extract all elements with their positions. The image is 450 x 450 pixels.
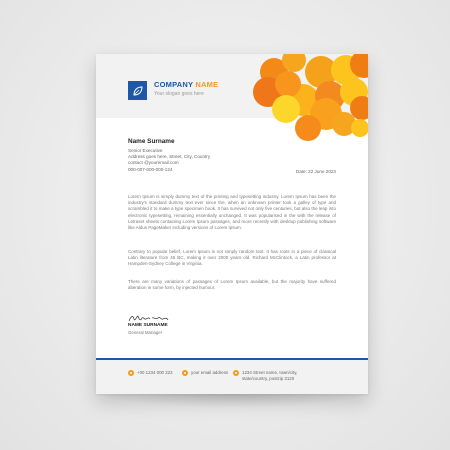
recipient-block	[128, 138, 210, 173]
recipient-phone: 000-007-000-000-124	[128, 166, 173, 172]
recipient-email: contact @youremail.com	[128, 160, 179, 166]
company-name-part1: COMPANY	[154, 80, 194, 89]
company-name-part2: NAME	[195, 80, 219, 89]
recipient-name: Name Surname	[128, 138, 175, 145]
footer-phone-text: +00 1234 000 222	[137, 370, 173, 375]
recipient-address: Address goes here, Street, City, Country	[128, 154, 211, 160]
signatory-title: General Manager	[128, 330, 163, 335]
letter-date: Date: 22 June 2023	[295, 169, 336, 174]
letterhead-page	[96, 54, 368, 394]
footer	[96, 360, 368, 394]
footer-email	[182, 370, 228, 376]
leaf-icon	[132, 85, 144, 97]
body-paragraph-1: Lorem Ipsum is simply dummy text of the printing and typesetting industry. Lorem Ipsum has been the industry's standard dummy text ever since the, when an unknown printer took a galley of type and scrambled it to make a type specimen book. It has survived not only five centuries, but also the leap into electronic typesetting, remaining essentially unchanged. It was popularised in the with the release of Letraset sheets containing Lorem Ipsum passages, and more recently with desktop publishing software like Aldus PageMaker including versions of Lorem Ipsum.	[128, 194, 336, 231]
location-icon	[233, 370, 239, 376]
signatory-name: NAME SURNAME	[128, 323, 168, 328]
page-shadow	[100, 394, 364, 408]
body-paragraph-2: Contrary to popular belief, Lorem Ipsum is not simply random text. It has roots in a piece of classical Latin literature from 45 BC, making it over 2000 years old. Richard McClintock, a Latin professor at Hampden-Sydney College in Virginia.	[128, 249, 336, 267]
body-paragraph-3: There are many variations of passages of Lorem Ipsum available, but the majority have suffered alteration in some form, by injected humour.	[128, 279, 336, 291]
footer-address	[233, 370, 297, 381]
footer-address-text	[242, 370, 297, 381]
footer-address-line1: 1234 Street name, town/city,	[242, 370, 298, 375]
company-logo	[128, 81, 147, 100]
email-icon	[182, 370, 188, 376]
footer-phone	[128, 370, 173, 376]
footer-email-text: your email address	[191, 370, 229, 375]
company-slogan: Your slogan goes here	[154, 91, 204, 97]
company-name	[154, 80, 218, 89]
phone-icon	[128, 370, 134, 376]
footer-address-line2: state/country, postzip 3120	[242, 375, 295, 381]
recipient-title: Senior Executive	[128, 148, 163, 153]
